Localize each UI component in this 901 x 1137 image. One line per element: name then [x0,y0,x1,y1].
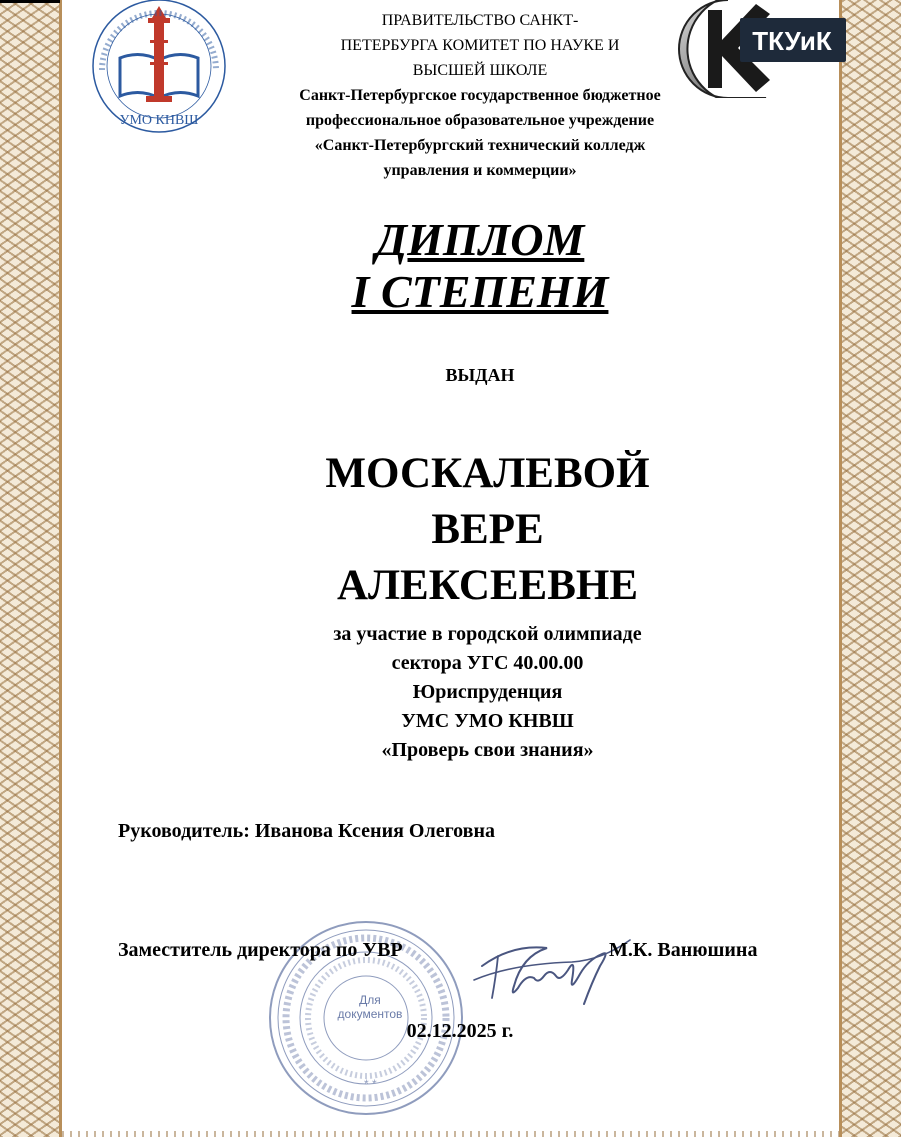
recipient-name [250,446,725,614]
government-line-1: ПРАВИТЕЛЬСТВО САНКТ- [381,12,579,29]
ornamental-border-right [839,0,901,1137]
reason-line-1: за участие в городской олимпиаде [333,623,642,645]
recipient-patronymic: АЛЕКСЕЕВНЕ [336,562,639,609]
stamp-line-2: документов [337,1007,403,1021]
umo-knvsh-logo-icon [80,0,238,138]
recipient-first-name: ВЕРЕ [431,506,544,553]
border-corner-mark [0,0,60,3]
government-line-3: ВЫСШЕЙ ШКОЛЕ [412,62,548,79]
supervisor-line: Руководитель: Иванова Ксения Олеговна [118,820,495,842]
reason-line-4: УМС УМО КНВШ [401,710,574,732]
reason-line-3: Юриспруденция [412,681,563,703]
award-reason [250,620,725,765]
reason-line-5: «Проверь свои знания» [381,739,594,761]
signer-name: М.К. Ванюшина [609,939,758,961]
ornamental-border-left [0,0,62,1137]
stamp-center-text [335,993,405,1021]
organization-line-2: профессиональное образовательное учреждение [305,112,655,129]
umo-logo-text: УМО КНВШ [119,113,199,128]
issue-date: 02.12.2025 г. [406,1020,514,1042]
tkuik-logo-text: ТКУиК [752,26,832,56]
diploma-title-line-1: ДИПЛОМ [375,214,585,265]
deputy-director-label: Заместитель директора по УВР [118,939,403,961]
organization-line-1: Санкт-Петербургское государственное бюджетное [299,87,661,104]
svg-text:* *: * * [364,1077,377,1091]
ornamental-border-bottom [62,1131,839,1137]
diploma-title [250,214,710,318]
recipient-surname: МОСКАЛЕВОЙ [325,450,650,497]
reason-line-2: сектора УГС 40.00.00 [391,652,584,674]
organization-line-4: управления и коммерции» [383,162,577,179]
stamp-line-1: Для [359,993,381,1007]
issued-label: ВЫДАН [445,365,515,385]
organization-line-3: «Санкт-Петербургский технический колледж [314,137,646,154]
diploma-title-line-2: I СТЕПЕНИ [351,266,609,317]
government-line-2: ПЕТЕРБУРГА КОМИТЕТ ПО НАУКЕ И [340,37,620,54]
header-block [250,8,710,183]
